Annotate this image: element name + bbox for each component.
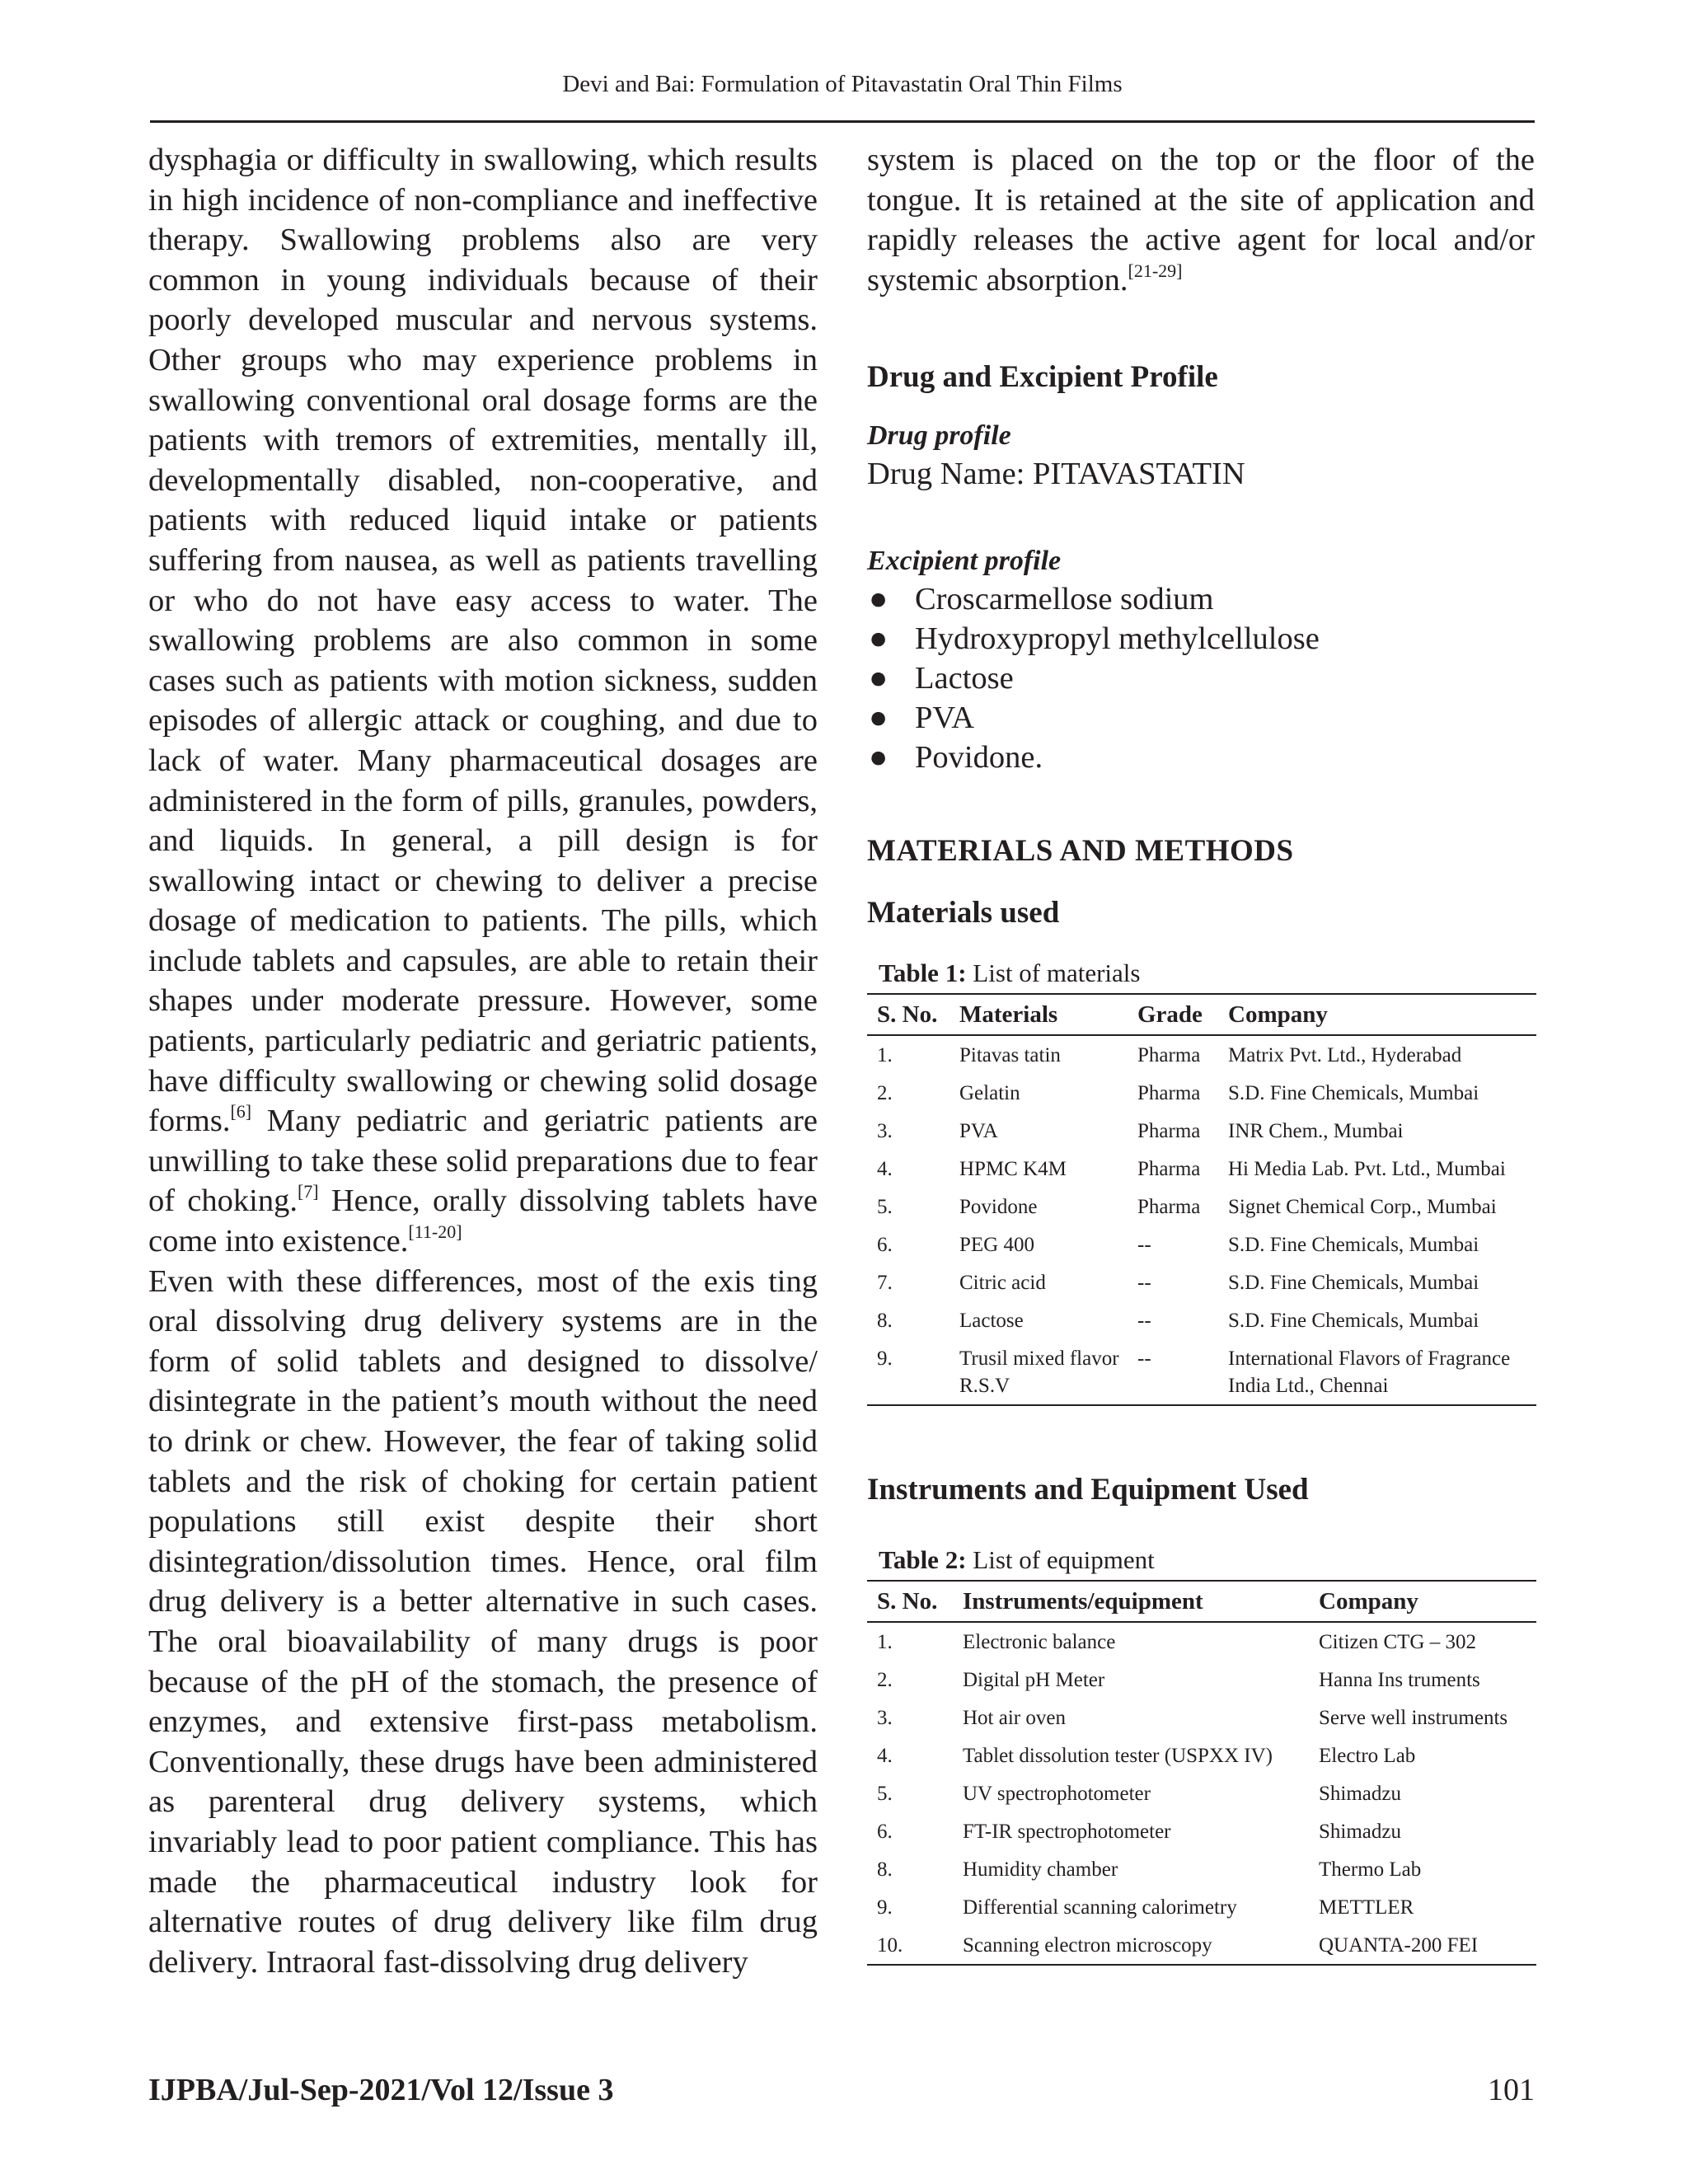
citation-ref: [21-29]: [1128, 260, 1183, 281]
table-cell: Matrix Pvt. Ltd., Hyderabad: [1228, 1044, 1462, 1067]
table-cell: Trusil mixed flavor R.S.V: [959, 1347, 1119, 1398]
table-row: [867, 1074, 1536, 1112]
table-cell: Povidone: [959, 1196, 1038, 1219]
table-cell: Pharma: [1137, 1196, 1201, 1219]
table-cell: 7.: [877, 1272, 893, 1295]
table-cell: 1.: [877, 1044, 893, 1067]
drug-name: Drug Name: PITAVASTATIN: [867, 457, 1245, 492]
list-item-label: Croscarmellose sodium: [915, 582, 1214, 617]
table-cell: PEG 400: [959, 1234, 1034, 1257]
table-cell: FT-IR spectrophotometer: [963, 1821, 1171, 1844]
table-row: [867, 1112, 1536, 1150]
table-cell: Pharma: [1137, 1082, 1201, 1105]
table-row: [867, 1150, 1536, 1188]
table-row: [867, 1661, 1536, 1699]
table-row: [867, 1888, 1536, 1926]
bullet-icon: ●: [869, 621, 889, 657]
table-cell: Citric acid: [959, 1272, 1046, 1295]
column-header: Company: [1319, 1588, 1418, 1615]
list-item: [867, 619, 1535, 658]
table-cell: S.D. Fine Chemicals, Mumbai: [1228, 1082, 1479, 1105]
table-row: [867, 1774, 1536, 1812]
table-cell: Serve well instruments: [1319, 1707, 1508, 1730]
right-column: [867, 140, 1535, 1966]
table-caption-text: List of equipment: [966, 1545, 1155, 1575]
table-cell: Electronic balance: [963, 1631, 1116, 1654]
table-cell: 5.: [877, 1196, 893, 1219]
subheading-instruments: Instruments and Equipment Used: [867, 1473, 1309, 1507]
table-cell: Citizen CTG – 302: [1319, 1631, 1476, 1654]
list-item: [867, 658, 1535, 698]
table-cell: S.D. Fine Chemicals, Mumbai: [1228, 1272, 1479, 1295]
left-column: [148, 140, 818, 1982]
table-cell: S.D. Fine Chemicals, Mumbai: [1228, 1234, 1479, 1257]
table-cell: 3.: [877, 1120, 893, 1143]
page-number: 101: [1488, 2073, 1535, 2107]
table-cell: Pharma: [1137, 1120, 1201, 1143]
subheading-drug-profile: Drug profile: [867, 420, 1011, 452]
table-cell: Gelatin: [959, 1082, 1020, 1105]
bullet-icon: ●: [869, 701, 889, 736]
table-row: [867, 1736, 1536, 1774]
table-cell: 1.: [877, 1631, 893, 1654]
table-label: Table 1:: [879, 958, 967, 988]
table-cell: HPMC K4M: [959, 1158, 1067, 1181]
table-cell: 10.: [877, 1934, 903, 1957]
bullet-icon: ●: [869, 582, 889, 617]
table-cell: 9.: [877, 1896, 893, 1919]
paragraph-1: [148, 140, 818, 1262]
table-row: [867, 1926, 1536, 1965]
table-cell: 2.: [877, 1669, 893, 1692]
table-row: [867, 1035, 1536, 1074]
paragraph-text: system is placed on the top or the floor of the tongue. It is retained at the site of application and rapidly releases the active agent for local and/or systemic absorption.: [867, 143, 1535, 298]
intro-paragraph: [867, 140, 1535, 300]
table-cell: Differential scanning calorimetry: [963, 1896, 1237, 1919]
bullet-icon: ●: [869, 740, 889, 776]
table-cell: Shimadzu: [1319, 1783, 1401, 1806]
table-row: [867, 1339, 1536, 1405]
table-cell: --: [1137, 1272, 1151, 1295]
header-rule: [150, 120, 1535, 123]
table-row: [867, 1263, 1536, 1301]
section-heading-materials-methods: MATERIALS AND METHODS: [867, 834, 1294, 869]
table-cell: INR Chem., Mumbai: [1228, 1120, 1404, 1143]
paragraph-text: dysphagia or difficulty in swallowing, which results in high incidence of non-compliance and ineffective therapy. Swallowing problems also are very common in young individuals because of their poorly developed muscular and nervous systems. Other groups who may experience problems in swallowing conventional oral dosage forms are the patients with tremors of extremities, mentally ill, developmentally disabled, non-cooperative, and patients with reduced liquid intake or patients suffering from nausea, as well as patients travelling or who do not have easy access to water. The swallowing problems are also common in some cases such as patients with motion sickness, sudden episodes of allergic attack or coughing, and due to lack of water. Many pharmaceutical dosages are administered in the form of pills, granules, powders, and liquids. In general, a pill design is for swallowing intact or chewing to deliver a precise dosage of medication to patients. The pills, which include tablets and capsules, are able to retain their shapes under moderate pressure. However, some patients, particularly pediatric and geriatric patients, have difficulty swallowing or chewing solid dosage forms.: [148, 143, 818, 1139]
list-item: [867, 579, 1535, 619]
list-item: [867, 738, 1535, 777]
table-row: [867, 1301, 1536, 1339]
column-header: S. No.: [877, 1001, 938, 1029]
table-cell: S.D. Fine Chemicals, Mumbai: [1228, 1310, 1479, 1333]
table-header-row: [867, 994, 1536, 1035]
table-cell: Hot air oven: [963, 1707, 1066, 1730]
citation-ref: [11-20]: [408, 1221, 462, 1243]
list-item-label: PVA: [915, 701, 975, 736]
table-cell: METTLER: [1319, 1896, 1414, 1919]
table-cell: PVA: [959, 1120, 998, 1143]
table-row: [867, 1699, 1536, 1736]
table-cell: Hanna Ins truments: [1319, 1669, 1480, 1692]
excipient-list: [867, 579, 1535, 777]
table-cell: Pharma: [1137, 1044, 1201, 1067]
table-cell: Digital pH Meter: [963, 1669, 1105, 1692]
equipment-table: [867, 1580, 1536, 1966]
table-cell: --: [1137, 1234, 1151, 1257]
column-header: Instruments/equipment: [963, 1588, 1203, 1615]
bullet-icon: ●: [869, 661, 889, 696]
table-cell: International Flavors of Fragrance India Ltd., Chennai: [1228, 1347, 1511, 1398]
table-cell: 8.: [877, 1858, 893, 1882]
citation-ref: [7]: [297, 1181, 319, 1202]
table-cell: --: [1137, 1347, 1151, 1371]
table-cell: 4.: [877, 1158, 893, 1181]
paragraph-text: Many pediatric and geriatric patients are unwilling to take these solid preparations due to fear of choking.: [148, 1104, 818, 1219]
table-caption-text: List of materials: [966, 958, 1141, 988]
running-head: Devi and Bai: Formulation of Pitavastatin Oral Thin Films: [562, 71, 1123, 97]
table-row: [867, 1622, 1536, 1661]
materials-table: [867, 993, 1536, 1406]
paragraph-text: Hence, orally dissolving tablets have come into existence.: [148, 1183, 818, 1259]
table-cell: Lactose: [959, 1310, 1024, 1333]
table-cell: Pharma: [1137, 1158, 1201, 1181]
table-label: Table 2:: [879, 1545, 967, 1575]
table-cell: 9.: [877, 1347, 893, 1371]
table-cell: Humidity chamber: [963, 1858, 1118, 1882]
table-row: [867, 1188, 1536, 1226]
table-cell: Thermo Lab: [1319, 1858, 1422, 1882]
subheading-excipient-profile: Excipient profile: [867, 546, 1062, 577]
citation-ref: [6]: [230, 1101, 252, 1122]
table-cell: Electro Lab: [1319, 1745, 1416, 1768]
subheading-materials-used: Materials used: [867, 896, 1060, 930]
column-header: S. No.: [877, 1588, 938, 1615]
table-header-row: [867, 1581, 1536, 1622]
table-cell: 3.: [877, 1707, 893, 1730]
table-cell: 6.: [877, 1821, 893, 1844]
table-cell: Hi Media Lab. Pvt. Ltd., Mumbai: [1228, 1158, 1506, 1181]
table-cell: Pitavas tatin: [959, 1044, 1061, 1067]
table-cell: Signet Chemical Corp., Mumbai: [1228, 1196, 1497, 1219]
list-item-label: Lactose: [915, 661, 1014, 696]
table-cell: 2.: [877, 1082, 893, 1105]
table-cell: QUANTA-200 FEI: [1319, 1934, 1479, 1957]
table-cell: --: [1137, 1310, 1151, 1333]
table-cell: 4.: [877, 1745, 893, 1768]
paragraph-2: Even with these differences, most of the exis ting oral dissolving drug delivery systems are in the form of solid tablets and designed to dissolve/ disintegrate in the patient’s mouth without the need to drink or chew. However, the fear of taking solid tablets and the risk of choking for certain patient populations still exist despite their short disintegration/dissolution times. Hence, oral film drug delivery is a better alternative in such cases. The oral bioavailability of many drugs is poor because of the pH of the stomach, the presence of enzymes, and extensive first-pass metabolism. Conventionally, these drugs have been administered as parenteral drug delivery systems, which invariably lead to poor patient compliance. This has made the pharmaceutical industry look for alternative routes of drug delivery like film drug delivery. Intraoral fast-dissolving drug delivery: [148, 1263, 818, 1980]
column-header: Materials: [959, 1001, 1058, 1029]
column-header: Grade: [1137, 1001, 1203, 1029]
column-header: Company: [1228, 1001, 1328, 1029]
table-cell: Tablet dissolution tester (USPXX IV): [963, 1745, 1273, 1768]
list-item-label: Hydroxypropyl methylcellulose: [915, 621, 1320, 657]
table-cell: 6.: [877, 1234, 893, 1257]
table-cell: 5.: [877, 1783, 893, 1806]
section-heading-drug-excipient: Drug and Excipient Profile: [867, 360, 1218, 395]
table-cell: UV spectrophotometer: [963, 1783, 1151, 1806]
table-cell: Shimadzu: [1319, 1821, 1401, 1844]
table-row: [867, 1226, 1536, 1263]
table-cell: 8.: [877, 1310, 893, 1333]
list-item-label: Povidone.: [915, 740, 1043, 776]
table-1-caption: [879, 957, 1535, 990]
table-row: [867, 1812, 1536, 1850]
table-2-caption: [879, 1544, 1535, 1577]
table-row: [867, 1850, 1536, 1888]
table-cell: Scanning electron microscopy: [963, 1934, 1212, 1957]
list-item: [867, 698, 1535, 738]
journal-footer: IJPBA/Jul-Sep-2021/Vol 12/Issue 3: [148, 2073, 614, 2107]
